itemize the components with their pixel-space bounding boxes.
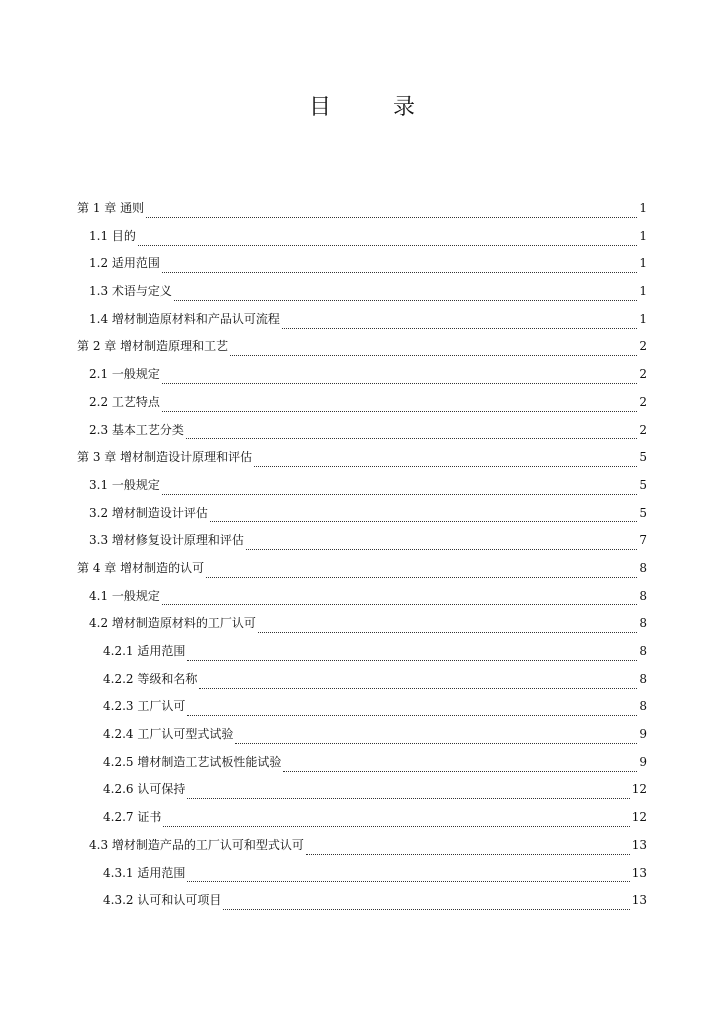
toc-entry-page-number: 13 (631, 837, 647, 852)
toc-entry[interactable] (77, 391, 647, 419)
toc-entry[interactable] (77, 862, 647, 890)
dot-leader (187, 651, 637, 661)
toc-entry-page-number: 13 (631, 893, 647, 908)
toc-entry-label: 3.3 增材修复设计原理和评估 (89, 533, 244, 548)
dot-leader (187, 872, 629, 882)
dot-leader (258, 623, 637, 633)
toc-entry-label: 1.2 适用范围 (89, 256, 160, 271)
toc-entry-label: 4.2.7 证书 (103, 810, 162, 825)
toc-entry-page-number: 12 (631, 782, 647, 797)
toc-entry-label: 4.2 增材制造原材料的工厂认可 (89, 616, 256, 631)
toc-entry-label: 第 2 章 增材制造原理和工艺 (77, 339, 229, 354)
dot-leader (282, 319, 637, 329)
dot-leader (210, 512, 637, 522)
toc-entry[interactable] (77, 308, 647, 336)
toc-entry-label: 4.2.1 适用范围 (103, 644, 186, 658)
toc-entry-label: 第 1 章 通则 (77, 201, 145, 215)
toc-entry-label: 3.2 增材制造设计评估 (89, 505, 208, 520)
toc-entry-label: 4.1 一般规定 (89, 588, 160, 603)
title-char-1: 目 (308, 95, 331, 120)
toc-entry-page-number: 1 (639, 311, 647, 326)
toc-entry-page-number: 5 (639, 505, 647, 520)
toc-entry-label: 4.3.1 适用范围 (103, 865, 186, 880)
toc-entry[interactable] (77, 668, 647, 696)
toc-entry-page-number: 7 (639, 533, 647, 548)
toc-entry[interactable] (77, 502, 647, 530)
toc-entry-label: 4.3.2 认可和认可项目 (103, 893, 222, 908)
dot-leader (187, 706, 637, 716)
toc-entry-label: 2.1 一般规定 (89, 367, 160, 382)
dot-leader (246, 540, 637, 550)
toc-entry-label: 2.3 基本工艺分类 (89, 422, 184, 437)
toc-entry-label: 4.3 增材制造产品的工厂认可和型式认可 (89, 837, 304, 852)
toc-entry-page-number: 8 (639, 616, 647, 631)
toc-entry-label: 3.1 一般规定 (89, 477, 160, 492)
toc-entry-page-number: 1 (639, 201, 647, 215)
toc-entry-page-number: 5 (639, 477, 647, 492)
toc-entry[interactable] (77, 612, 647, 640)
toc-entry[interactable] (77, 197, 647, 225)
dot-leader (174, 291, 637, 301)
toc-entry-label: 4.2.2 等级和名称 (103, 671, 198, 686)
toc-entry[interactable] (77, 280, 647, 308)
toc-entry[interactable] (77, 252, 647, 280)
toc-entry-page-number: 1 (639, 256, 647, 271)
dot-leader (254, 457, 637, 467)
toc-entry-label: 4.2.5 增材制造工艺试板性能试验 (103, 754, 282, 769)
toc-entry-page-number: 2 (639, 394, 647, 409)
toc-entry-page-number: 13 (631, 865, 647, 880)
toc-entry[interactable] (77, 225, 647, 253)
toc-entry[interactable] (77, 419, 647, 447)
toc-entry-label: 4.2.4 工厂认可型式试验 (103, 727, 234, 742)
toc-entry-page-number: 9 (639, 727, 647, 742)
toc-entry[interactable] (77, 806, 647, 834)
toc-entry-label: 1.3 术语与定义 (89, 284, 172, 299)
toc-entry[interactable] (77, 363, 647, 391)
toc-entry-page-number: 9 (639, 754, 647, 769)
toc-entry[interactable] (77, 474, 647, 502)
toc-entry-label: 第 4 章 增材制造的认可 (77, 560, 205, 575)
toc-entry-page-number: 2 (639, 339, 647, 354)
toc-entry-page-number: 8 (639, 644, 647, 658)
toc-entry[interactable] (77, 723, 647, 751)
toc-entry[interactable] (77, 640, 647, 668)
dot-leader (163, 817, 629, 827)
dot-leader (230, 346, 637, 356)
toc-entry-page-number: 5 (639, 450, 647, 465)
page-title (0, 90, 724, 121)
toc-entry-page-number: 2 (639, 422, 647, 437)
dot-leader (206, 568, 637, 578)
toc-entry[interactable] (77, 446, 647, 474)
title-char-2: 录 (393, 95, 416, 120)
toc-entry[interactable] (77, 751, 647, 779)
toc-entry-page-number: 8 (639, 671, 647, 686)
toc-entry[interactable] (77, 834, 647, 862)
toc-entry-label: 4.2.3 工厂认可 (103, 699, 186, 714)
toc-entry[interactable] (77, 335, 647, 363)
toc-entry-page-number: 8 (639, 699, 647, 714)
toc-entry-page-number: 8 (639, 560, 647, 575)
toc-entry-page-number: 12 (631, 810, 647, 825)
dot-leader (138, 236, 637, 246)
toc-entry[interactable] (77, 695, 647, 723)
toc-entry-label: 4.2.6 认可保持 (103, 782, 186, 797)
dot-leader (187, 789, 629, 799)
dot-leader (162, 402, 637, 412)
toc-entry-page-number: 2 (639, 367, 647, 382)
toc-entry-page-number: 1 (639, 228, 647, 243)
toc-entry[interactable] (77, 557, 647, 585)
dot-leader (162, 485, 637, 495)
toc-entry-label: 第 3 章 增材制造设计原理和评估 (77, 450, 253, 465)
toc-entry-label: 1.1 目的 (89, 228, 136, 243)
toc-entry-label: 2.2 工艺特点 (89, 394, 160, 409)
dot-leader (162, 595, 637, 605)
toc-entry[interactable] (77, 778, 647, 806)
toc-entry[interactable] (77, 889, 647, 917)
dot-leader (146, 208, 637, 218)
toc-entry[interactable] (77, 529, 647, 557)
dot-leader (162, 374, 637, 384)
dot-leader (162, 263, 637, 273)
toc-entry-page-number: 1 (639, 284, 647, 299)
dot-leader (186, 429, 637, 439)
dot-leader (306, 845, 630, 855)
toc-entry[interactable] (77, 585, 647, 613)
dot-leader (223, 900, 629, 910)
dot-leader (235, 734, 637, 744)
toc-entry-page-number: 8 (639, 588, 647, 603)
dot-leader (283, 762, 637, 772)
table-of-contents (77, 197, 647, 917)
toc-entry-label: 1.4 增材制造原材料和产品认可流程 (89, 311, 280, 326)
dot-leader (199, 679, 637, 689)
